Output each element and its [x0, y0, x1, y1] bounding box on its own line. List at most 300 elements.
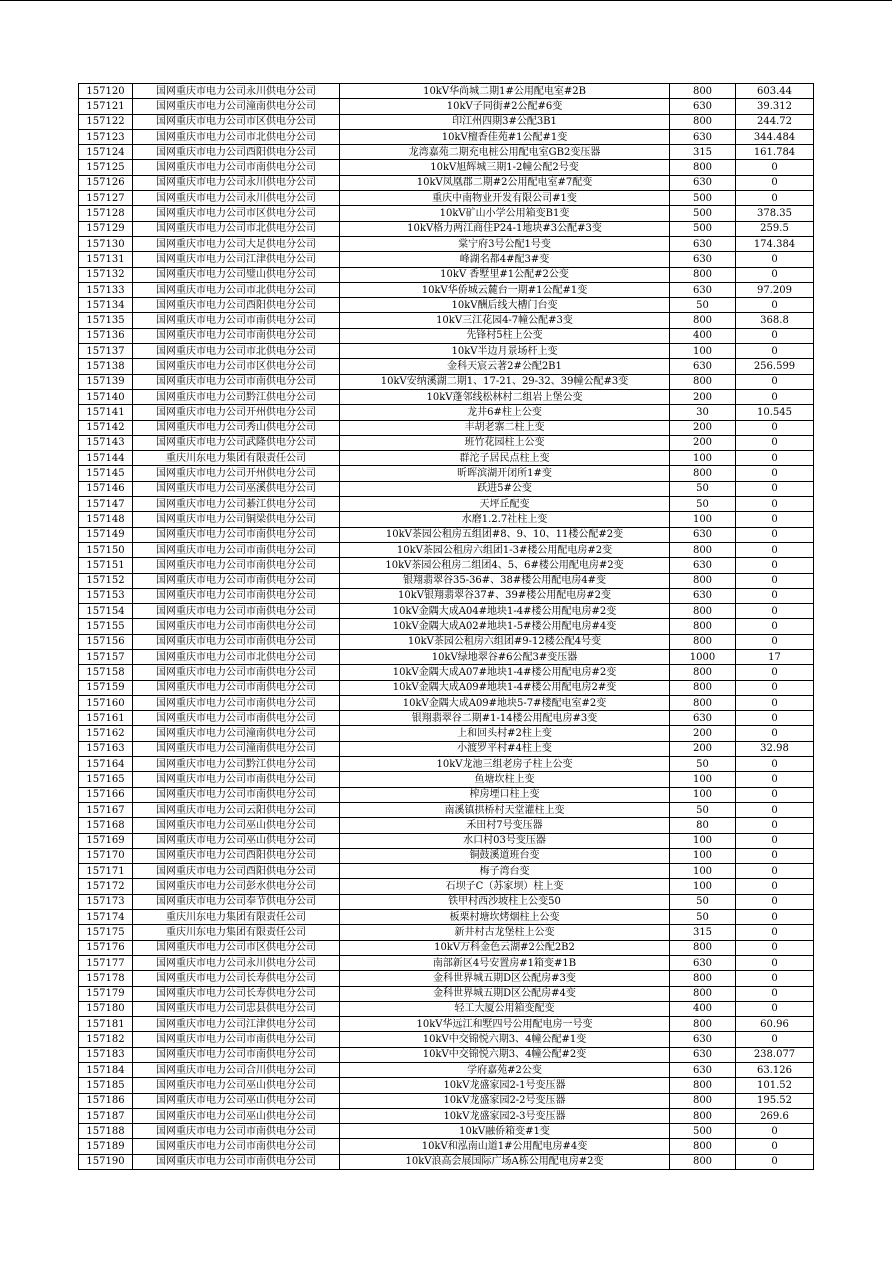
capacity-cell: 800: [670, 1093, 736, 1108]
load-cell: 10.545: [736, 405, 814, 420]
company-cell: 国网重庆市电力公司市区供电分公司: [133, 206, 340, 221]
load-cell: 0: [736, 497, 814, 512]
load-cell: 259.5: [736, 221, 814, 236]
capacity-cell: 50: [670, 757, 736, 772]
load-cell: 0: [736, 298, 814, 313]
transformer-name-cell: 10kV绿地翠谷#6公配3#变压器: [340, 649, 670, 664]
row-id-cell: 157184: [79, 1063, 133, 1078]
row-id-cell: 157173: [79, 894, 133, 909]
table-row: [79, 1154, 814, 1169]
company-cell: 国网重庆市电力公司巫溪供电分公司: [133, 481, 340, 496]
transformer-name-cell: 轻工大厦公用箱变配变: [340, 1001, 670, 1016]
company-cell: 国网重庆市电力公司市南供电分公司: [133, 772, 340, 787]
row-id-cell: 157124: [79, 145, 133, 160]
row-id-cell: 157126: [79, 175, 133, 190]
company-cell: 国网重庆市电力公司市南供电分公司: [133, 328, 340, 343]
transformer-name-cell: 10kV金隅大成A02#地块1-5#楼公用配电房#4变: [340, 619, 670, 634]
row-id-cell: 157138: [79, 359, 133, 374]
row-id-cell: 157148: [79, 512, 133, 527]
table-row: [79, 252, 814, 267]
company-cell: 国网重庆市电力公司市区供电分公司: [133, 940, 340, 955]
transformer-name-cell: 10kV茶园公租房六组团1-3#楼公用配电房#2变: [340, 542, 670, 557]
company-cell: 国网重庆市电力公司市南供电分公司: [133, 1139, 340, 1154]
table-row: [79, 971, 814, 986]
capacity-cell: 200: [670, 435, 736, 450]
row-id-cell: 157171: [79, 864, 133, 879]
table-row: [79, 221, 814, 236]
load-cell: 0: [736, 925, 814, 940]
company-cell: 国网重庆市电力公司市南供电分公司: [133, 619, 340, 634]
table-row: [79, 588, 814, 603]
transformer-name-cell: 班竹花园柱上公变: [340, 435, 670, 450]
capacity-cell: 800: [670, 634, 736, 649]
capacity-cell: 800: [670, 267, 736, 282]
load-cell: 0: [736, 864, 814, 879]
company-cell: 国网重庆市电力公司巫山供电分公司: [133, 833, 340, 848]
transformer-name-cell: 10kV融侨箱变#1变: [340, 1124, 670, 1139]
company-cell: 国网重庆市电力公司璧山供电分公司: [133, 267, 340, 282]
capacity-cell: 800: [670, 84, 736, 99]
capacity-cell: 50: [670, 802, 736, 817]
load-cell: 0: [736, 191, 814, 206]
transformer-name-cell: 10kV龙盛家园2-2号变压器: [340, 1093, 670, 1108]
transformer-table: [78, 83, 814, 1170]
capacity-cell: 200: [670, 389, 736, 404]
load-cell: 238.077: [736, 1047, 814, 1062]
company-cell: 国网重庆市电力公司市南供电分公司: [133, 573, 340, 588]
company-cell: 国网重庆市电力公司永川供电分公司: [133, 191, 340, 206]
load-cell: 0: [736, 604, 814, 619]
row-id-cell: 157127: [79, 191, 133, 206]
transformer-name-cell: 10kV金隅大成A04#地块1-4#楼公用配电房#2变: [340, 604, 670, 619]
capacity-cell: 630: [670, 527, 736, 542]
company-cell: 国网重庆市电力公司开州供电分公司: [133, 405, 340, 420]
transformer-name-cell: 10kV檀香佳苑#1公配#1变: [340, 129, 670, 144]
capacity-cell: 630: [670, 359, 736, 374]
load-cell: 269.6: [736, 1108, 814, 1123]
load-cell: 0: [736, 374, 814, 389]
row-id-cell: 157129: [79, 221, 133, 236]
row-id-cell: 157139: [79, 374, 133, 389]
capacity-cell: 100: [670, 512, 736, 527]
table-row: [79, 374, 814, 389]
load-cell: 244.72: [736, 114, 814, 129]
capacity-cell: 800: [670, 680, 736, 695]
company-cell: 国网重庆市电力公司市区供电分公司: [133, 114, 340, 129]
company-cell: 国网重庆市电力公司市南供电分公司: [133, 1047, 340, 1062]
transformer-name-cell: 10kV华尚城二期1#公用配电室#2B: [340, 84, 670, 99]
table-row: [79, 451, 814, 466]
capacity-cell: 800: [670, 573, 736, 588]
table-row: [79, 925, 814, 940]
capacity-cell: 800: [670, 619, 736, 634]
transformer-name-cell: 印江州四期3#公配3B1: [340, 114, 670, 129]
capacity-cell: 50: [670, 497, 736, 512]
load-cell: 0: [736, 573, 814, 588]
transformer-name-cell: 银翔翡翠谷二期#1-14楼公用配电房#3变: [340, 711, 670, 726]
table-row: [79, 833, 814, 848]
table-row: [79, 680, 814, 695]
row-id-cell: 157121: [79, 99, 133, 114]
table-row: [79, 940, 814, 955]
row-id-cell: 157167: [79, 802, 133, 817]
table-row: [79, 986, 814, 1001]
row-id-cell: 157176: [79, 940, 133, 955]
company-cell: 国网重庆市电力公司云阳供电分公司: [133, 802, 340, 817]
company-cell: 国网重庆市电力公司綦江供电分公司: [133, 497, 340, 512]
company-cell: 国网重庆市电力公司合川供电分公司: [133, 1063, 340, 1078]
load-cell: 378.35: [736, 206, 814, 221]
company-cell: 国网重庆市电力公司酉阳供电分公司: [133, 848, 340, 863]
company-cell: 国网重庆市电力公司奉节供电分公司: [133, 894, 340, 909]
row-id-cell: 157144: [79, 451, 133, 466]
load-cell: 0: [736, 879, 814, 894]
transformer-name-cell: 小渡罗平村#4柱上变: [340, 741, 670, 756]
load-cell: 0: [736, 711, 814, 726]
capacity-cell: 400: [670, 328, 736, 343]
transformer-name-cell: 10kV和泓南山道1#公用配电房#4变: [340, 1139, 670, 1154]
transformer-name-cell: 10kV 香墅里#1公配#2公变: [340, 267, 670, 282]
row-id-cell: 157180: [79, 1001, 133, 1016]
load-cell: 0: [736, 252, 814, 267]
capacity-cell: 200: [670, 420, 736, 435]
company-cell: 国网重庆市电力公司黔江供电分公司: [133, 389, 340, 404]
company-cell: 国网重庆市电力公司开州供电分公司: [133, 466, 340, 481]
row-id-cell: 157181: [79, 1017, 133, 1032]
table-row: [79, 512, 814, 527]
company-cell: 国网重庆市电力公司市南供电分公司: [133, 160, 340, 175]
table-row: [79, 175, 814, 190]
load-cell: 0: [736, 160, 814, 175]
load-cell: 39.312: [736, 99, 814, 114]
load-cell: 0: [736, 389, 814, 404]
table-row: [79, 772, 814, 787]
capacity-cell: 800: [670, 604, 736, 619]
table-row: [79, 236, 814, 251]
load-cell: 0: [736, 527, 814, 542]
table-row: [79, 328, 814, 343]
table-body: [79, 84, 814, 1170]
capacity-cell: 50: [670, 481, 736, 496]
company-cell: 国网重庆市电力公司市北供电分公司: [133, 649, 340, 664]
capacity-cell: 315: [670, 145, 736, 160]
transformer-name-cell: 榨房堙口柱上变: [340, 787, 670, 802]
load-cell: 0: [736, 772, 814, 787]
row-id-cell: 157133: [79, 282, 133, 297]
company-cell: 国网重庆市电力公司江津供电分公司: [133, 252, 340, 267]
transformer-name-cell: 峰湖名都4#配3#变: [340, 252, 670, 267]
capacity-cell: 100: [670, 772, 736, 787]
capacity-cell: 630: [670, 129, 736, 144]
table-row: [79, 129, 814, 144]
row-id-cell: 157142: [79, 420, 133, 435]
load-cell: 17: [736, 649, 814, 664]
company-cell: 国网重庆市电力公司酉阳供电分公司: [133, 298, 340, 313]
row-id-cell: 157179: [79, 986, 133, 1001]
company-cell: 国网重庆市电力公司秀山供电分公司: [133, 420, 340, 435]
company-cell: 国网重庆市电力公司市南供电分公司: [133, 588, 340, 603]
transformer-name-cell: 梅子湾台变: [340, 864, 670, 879]
load-cell: 101.52: [736, 1078, 814, 1093]
row-id-cell: 157155: [79, 619, 133, 634]
row-id-cell: 157141: [79, 405, 133, 420]
company-cell: 国网重庆市电力公司忠县供电分公司: [133, 1001, 340, 1016]
row-id-cell: 157158: [79, 665, 133, 680]
company-cell: 国网重庆市电力公司市南供电分公司: [133, 634, 340, 649]
load-cell: 0: [736, 558, 814, 573]
row-id-cell: 157172: [79, 879, 133, 894]
capacity-cell: 100: [670, 864, 736, 879]
table-row: [79, 818, 814, 833]
load-cell: 256.599: [736, 359, 814, 374]
company-cell: 国网重庆市电力公司市南供电分公司: [133, 604, 340, 619]
capacity-cell: 800: [670, 986, 736, 1001]
transformer-name-cell: 10kV半边月景场杆上变: [340, 344, 670, 359]
row-id-cell: 157146: [79, 481, 133, 496]
load-cell: 60.96: [736, 1017, 814, 1032]
load-cell: 0: [736, 1032, 814, 1047]
company-cell: 国网重庆市电力公司市南供电分公司: [133, 1154, 340, 1169]
transformer-name-cell: 金科天宸云著2#公配2B1: [340, 359, 670, 374]
row-id-cell: 157162: [79, 726, 133, 741]
company-cell: 国网重庆市电力公司大足供电分公司: [133, 236, 340, 251]
capacity-cell: 800: [670, 114, 736, 129]
transformer-name-cell: 10kV银翔翡翠谷37#、39#楼公用配电房#2变: [340, 588, 670, 603]
load-cell: 0: [736, 1154, 814, 1169]
table-row: [79, 84, 814, 99]
row-id-cell: 157188: [79, 1124, 133, 1139]
company-cell: 国网重庆市电力公司巫山供电分公司: [133, 1108, 340, 1123]
capacity-cell: 50: [670, 910, 736, 925]
row-id-cell: 157165: [79, 772, 133, 787]
table-row: [79, 711, 814, 726]
row-id-cell: 157137: [79, 344, 133, 359]
transformer-name-cell: 龙湾嘉苑二期充电桩公用配电室GB2变压器: [340, 145, 670, 160]
capacity-cell: 50: [670, 894, 736, 909]
transformer-name-cell: 10kV蓬邻线松林村二组岩上堡公变: [340, 389, 670, 404]
transformer-name-cell: 学府嘉苑#2公变: [340, 1063, 670, 1078]
company-cell: 国网重庆市电力公司潼南供电分公司: [133, 741, 340, 756]
company-cell: 国网重庆市电力公司市南供电分公司: [133, 1124, 340, 1139]
row-id-cell: 157145: [79, 466, 133, 481]
table-row: [79, 695, 814, 710]
company-cell: 国网重庆市电力公司彭水供电分公司: [133, 879, 340, 894]
transformer-name-cell: 10kV凤凰郡二期#2公用配电室#7配变: [340, 175, 670, 190]
transformer-name-cell: 重庆中南物业开发有限公司#1变: [340, 191, 670, 206]
company-cell: 国网重庆市电力公司市北供电分公司: [133, 221, 340, 236]
transformer-name-cell: 先锋村5柱上公变: [340, 328, 670, 343]
row-id-cell: 157147: [79, 497, 133, 512]
load-cell: 63.126: [736, 1063, 814, 1078]
load-cell: 0: [736, 175, 814, 190]
load-cell: 0: [736, 940, 814, 955]
transformer-name-cell: 10kV华侨城云麓台一期#1公配#1变: [340, 282, 670, 297]
capacity-cell: 200: [670, 726, 736, 741]
capacity-cell: 800: [670, 313, 736, 328]
company-cell: 国网重庆市电力公司长寿供电分公司: [133, 971, 340, 986]
company-cell: 国网重庆市电力公司市南供电分公司: [133, 695, 340, 710]
capacity-cell: 100: [670, 848, 736, 863]
load-cell: 0: [736, 955, 814, 970]
table-row: [79, 573, 814, 588]
company-cell: 重庆川东电力集团有限责任公司: [133, 910, 340, 925]
row-id-cell: 157166: [79, 787, 133, 802]
table-row: [79, 879, 814, 894]
capacity-cell: 630: [670, 1032, 736, 1047]
company-cell: 国网重庆市电力公司酉阳供电分公司: [133, 145, 340, 160]
row-id-cell: 157186: [79, 1093, 133, 1108]
load-cell: 161.784: [736, 145, 814, 160]
transformer-name-cell: 10kV茶园公租房五组团#8、9、10、11楼公配#2变: [340, 527, 670, 542]
table-row: [79, 1093, 814, 1108]
table-row: [79, 298, 814, 313]
transformer-name-cell: 10kV三江花园4-7幢公配#3变: [340, 313, 670, 328]
row-id-cell: 157125: [79, 160, 133, 175]
transformer-name-cell: 龙井6#柱上公变: [340, 405, 670, 420]
transformer-name-cell: 10kV万科金色云湖#2公配2B2: [340, 940, 670, 955]
table-row: [79, 527, 814, 542]
row-id-cell: 157132: [79, 267, 133, 282]
capacity-cell: 800: [670, 665, 736, 680]
transformer-name-cell: 金科世界城五期D区公配房#3变: [340, 971, 670, 986]
company-cell: 国网重庆市电力公司永川供电分公司: [133, 175, 340, 190]
row-id-cell: 157154: [79, 604, 133, 619]
company-cell: 重庆川东电力集团有限责任公司: [133, 451, 340, 466]
load-cell: 0: [736, 695, 814, 710]
row-id-cell: 157182: [79, 1032, 133, 1047]
table-row: [79, 757, 814, 772]
company-cell: 国网重庆市电力公司武隆供电分公司: [133, 435, 340, 450]
transformer-name-cell: 板栗村塘坎烤烟柱上公变: [340, 910, 670, 925]
table-row: [79, 359, 814, 374]
table-row: [79, 481, 814, 496]
load-cell: 0: [736, 986, 814, 1001]
table-row: [79, 802, 814, 817]
table-row: [79, 848, 814, 863]
transformer-name-cell: 天坪丘配变: [340, 497, 670, 512]
table-row: [79, 1032, 814, 1047]
row-id-cell: 157190: [79, 1154, 133, 1169]
capacity-cell: 1000: [670, 649, 736, 664]
capacity-cell: 800: [670, 374, 736, 389]
table-row: [79, 634, 814, 649]
capacity-cell: 100: [670, 787, 736, 802]
company-cell: 国网重庆市电力公司黔江供电分公司: [133, 757, 340, 772]
row-id-cell: 157157: [79, 649, 133, 664]
company-cell: 国网重庆市电力公司市南供电分公司: [133, 1032, 340, 1047]
transformer-name-cell: 水口村03号变压器: [340, 833, 670, 848]
transformer-name-cell: 水磨1.2.7社柱上变: [340, 512, 670, 527]
capacity-cell: 630: [670, 711, 736, 726]
capacity-cell: 315: [670, 925, 736, 940]
load-cell: 0: [736, 971, 814, 986]
load-cell: 0: [736, 833, 814, 848]
page-top-rule: [0, 0, 892, 1]
table-row: [79, 1078, 814, 1093]
capacity-cell: 630: [670, 1063, 736, 1078]
company-cell: 国网重庆市电力公司市区供电分公司: [133, 359, 340, 374]
capacity-cell: 800: [670, 940, 736, 955]
table-row: [79, 864, 814, 879]
table-row: [79, 604, 814, 619]
capacity-cell: 50: [670, 298, 736, 313]
load-cell: 0: [736, 619, 814, 634]
transformer-name-cell: 10kV中交锦悦六期3、4幢公配#1变: [340, 1032, 670, 1047]
transformer-name-cell: 10kV龙池三组老房子柱上公变: [340, 757, 670, 772]
row-id-cell: 157178: [79, 971, 133, 986]
row-id-cell: 157189: [79, 1139, 133, 1154]
row-id-cell: 157177: [79, 955, 133, 970]
table-row: [79, 955, 814, 970]
table-row: [79, 1047, 814, 1062]
load-cell: 174.384: [736, 236, 814, 251]
table-row: [79, 726, 814, 741]
transformer-name-cell: 10kV子同街#2公配#6变: [340, 99, 670, 114]
transformer-name-cell: 丰胡老寨二柱上变: [340, 420, 670, 435]
company-cell: 国网重庆市电力公司酉阳供电分公司: [133, 864, 340, 879]
row-id-cell: 157185: [79, 1078, 133, 1093]
capacity-cell: 500: [670, 191, 736, 206]
table-row: [79, 206, 814, 221]
load-cell: 195.52: [736, 1093, 814, 1108]
load-cell: 0: [736, 848, 814, 863]
row-id-cell: 157136: [79, 328, 133, 343]
capacity-cell: 100: [670, 833, 736, 848]
transformer-name-cell: 10kV浪高会展国际广场A栋公用配电房#2变: [340, 1154, 670, 1169]
row-id-cell: 157163: [79, 741, 133, 756]
transformer-name-cell: 10kV旭辉城三期1-2幢公配2号变: [340, 160, 670, 175]
capacity-cell: 630: [670, 175, 736, 190]
transformer-name-cell: 10kV格力两江商住P24-1地块#3公配#3变: [340, 221, 670, 236]
load-cell: 0: [736, 420, 814, 435]
company-cell: 国网重庆市电力公司市北供电分公司: [133, 344, 340, 359]
transformer-name-cell: 铜鼓溪道班台变: [340, 848, 670, 863]
capacity-cell: 500: [670, 221, 736, 236]
transformer-name-cell: 跃进5#公变: [340, 481, 670, 496]
row-id-cell: 157150: [79, 542, 133, 557]
table-row: [79, 1124, 814, 1139]
load-cell: 0: [736, 680, 814, 695]
table-row: [79, 787, 814, 802]
company-cell: 国网重庆市电力公司市南供电分公司: [133, 542, 340, 557]
transformer-name-cell: 10kV茶园公租房六组团#9-12楼公配4号变: [340, 634, 670, 649]
transformer-name-cell: 禾田村7号变压器: [340, 818, 670, 833]
transformer-name-cell: 南溪镇拱桥村天堂灌柱上变: [340, 802, 670, 817]
load-cell: 0: [736, 1001, 814, 1016]
load-cell: 0: [736, 818, 814, 833]
capacity-cell: 800: [670, 542, 736, 557]
capacity-cell: 800: [670, 971, 736, 986]
load-cell: 0: [736, 894, 814, 909]
row-id-cell: 157175: [79, 925, 133, 940]
company-cell: 国网重庆市电力公司铜梁供电分公司: [133, 512, 340, 527]
capacity-cell: 800: [670, 466, 736, 481]
capacity-cell: 100: [670, 879, 736, 894]
capacity-cell: 100: [670, 344, 736, 359]
capacity-cell: 630: [670, 588, 736, 603]
capacity-cell: 80: [670, 818, 736, 833]
table-row: [79, 405, 814, 420]
row-id-cell: 157130: [79, 236, 133, 251]
row-id-cell: 157131: [79, 252, 133, 267]
table-row: [79, 160, 814, 175]
table-row: [79, 741, 814, 756]
capacity-cell: 800: [670, 160, 736, 175]
row-id-cell: 157161: [79, 711, 133, 726]
capacity-cell: 630: [670, 558, 736, 573]
capacity-cell: 630: [670, 236, 736, 251]
table-row: [79, 267, 814, 282]
